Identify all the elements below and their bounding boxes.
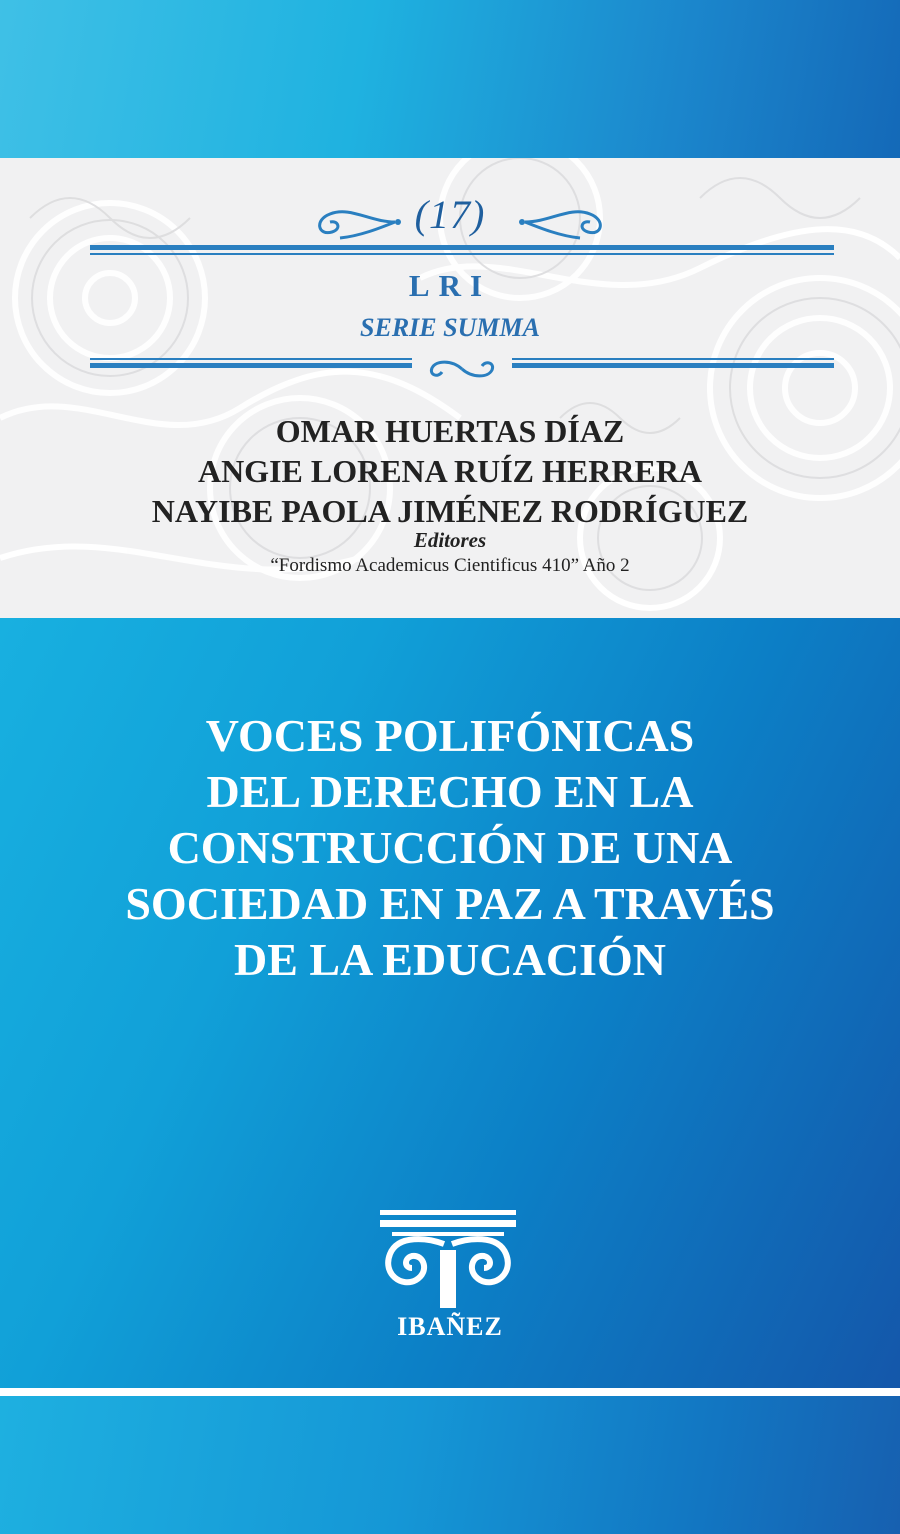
book-title-line-5: DE LA EDUCACIÓN (234, 934, 666, 985)
small-scroll-ornament-icon (424, 356, 500, 382)
white-divider (0, 1388, 900, 1396)
program-line: “Fordismo Academicus Cientificus 410” Año 2 (270, 555, 630, 576)
publisher-name: IBAÑEZ (397, 1312, 503, 1341)
bottom-blue-band (0, 1396, 900, 1534)
book-title-line-2: DEL DERECHO EN LA (206, 766, 694, 817)
ionic-column-logo-icon (368, 1210, 528, 1310)
top-double-rule (90, 245, 834, 255)
series-number-value: 17 (429, 192, 471, 237)
editor-name-2: ANGIE LORENA RUÍZ HERRERA (197, 453, 703, 489)
book-title-line-4: SOCIEDAD EN PAZ A TRAVÉS (125, 878, 775, 929)
editor-name-1: OMAR HUERTAS DÍAZ (275, 413, 625, 449)
series-name: SERIE SUMMA (360, 313, 540, 342)
book-title (40, 708, 860, 988)
editors-label: Editores (413, 528, 487, 552)
book-title-line-3: CONSTRUCCIÓN DE UNA (167, 822, 733, 873)
book-title-line-1: VOCES POLIFÓNICAS (205, 710, 695, 761)
top-blue-band (0, 0, 900, 158)
series-number: (17) (414, 192, 486, 237)
editor-name-3: NAYIBE PAOLA JIMÉNEZ RODRÍGUEZ (151, 493, 749, 529)
collection-acronym: LRI (408, 268, 492, 303)
